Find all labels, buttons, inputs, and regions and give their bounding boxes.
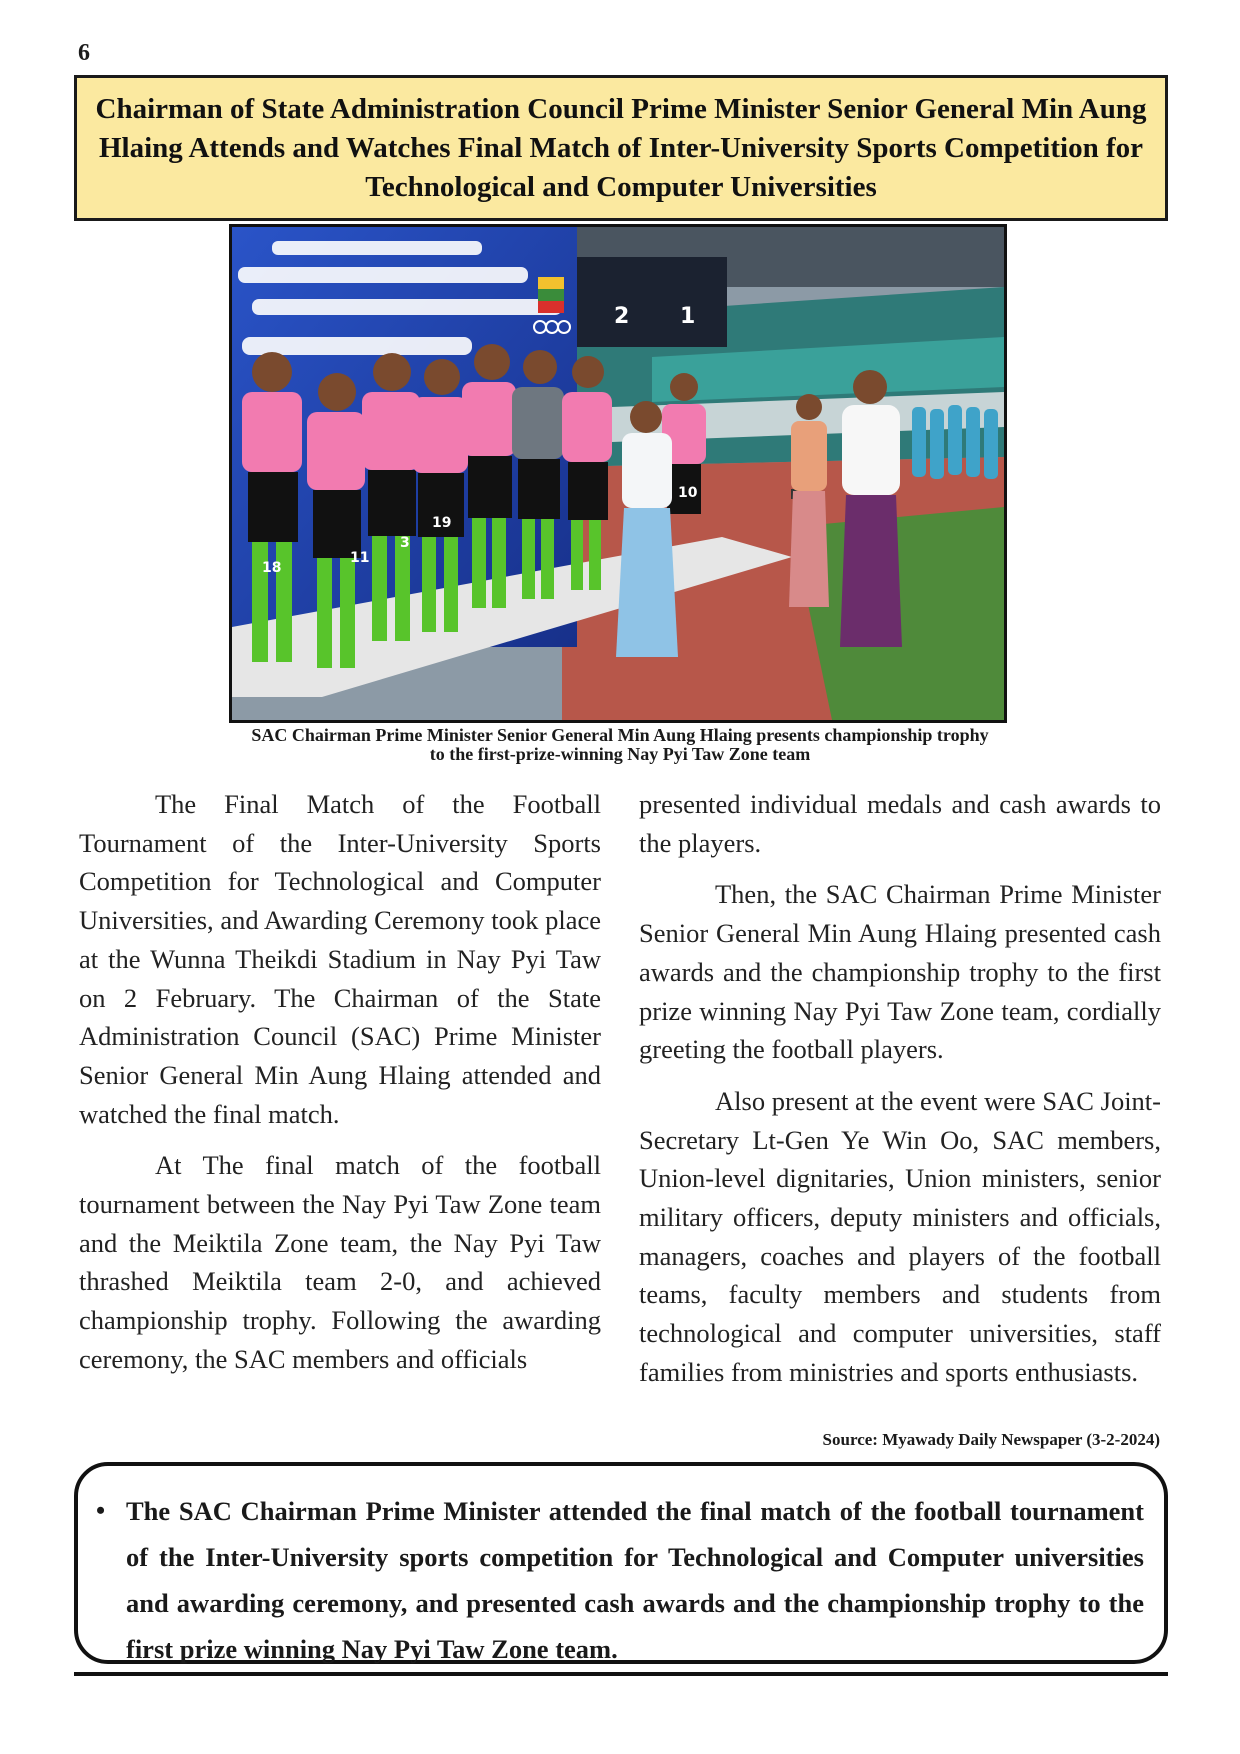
bottom-divider	[74, 1672, 1168, 1676]
article-paragraph-continued: presented individual medals and cash awards to the players.	[639, 789, 1161, 858]
article-paragraph: Then, the SAC Chairman Prime Minister Senior General Min Aung Hlaing presented cash awards and the championship trophy to the first prize winning Nay Pyi Taw Zone team, cordially greeting the football players.	[639, 879, 1161, 1065]
article-paragraph: Also present at the event were SAC Joint-Secretary Lt-Gen Ye Win Oo, SAC members, Union-level dignitaries, Union ministers, senior military officers, deputy ministers and officials, managers, coaches and players of the football teams, faculty members and students from technological and computer universities, staff families from ministries and sports enthusiasts.	[639, 1085, 1161, 1387]
bullet-icon: •	[96, 1496, 106, 1525]
caption-line: to the first-prize-winning Nay Pyi Taw Zone team	[429, 744, 811, 764]
article-column-left	[79, 785, 601, 1392]
jersey-number: 11	[350, 550, 370, 566]
summary-text: The SAC Chairman Prime Minister attended the final match of the football tournament of the Inter-University sports competition for Technological and Computer universities and awarding ceremony, and presented cash awards and the championship trophy to the first prize winning Nay Pyi Taw Zone team.	[126, 1496, 1144, 1664]
headline-box	[74, 75, 1168, 221]
scoreboard-left-score: 2	[614, 304, 630, 329]
jersey-number: 18	[262, 560, 282, 576]
summary-box	[74, 1462, 1168, 1664]
source-credit: Source: Myawady Daily Newspaper (3-2-2024)	[822, 1430, 1160, 1449]
summary-item	[96, 1488, 1144, 1672]
page-number: 6	[78, 40, 90, 66]
caption-line: SAC Chairman Prime Minister Senior General Min Aung Hlaing presents championship trophy	[251, 725, 989, 745]
jersey-number: 19	[432, 515, 452, 531]
jersey-number: 3	[400, 535, 410, 551]
photo-caption	[140, 726, 1100, 764]
article-paragraph: At The final match of the football tournament between the Nay Pyi Taw Zone team and the Meiktila Zone team, the Nay Pyi Taw thrashed Meiktila team 2-0, and achieved championship trophy. Following the awarding ceremony, the SAC members and officials	[79, 1150, 601, 1374]
headline: Chairman of State Administration Council Prime Minister Senior General Min Aung Hlaing Attends and Watches Final Match of Inter-University Sports Competition for Technological and Computer Universities	[95, 92, 1147, 203]
jersey-number: 10	[678, 485, 698, 501]
scoreboard-right-score: 1	[680, 304, 696, 329]
article-column-right-content	[639, 785, 1161, 1405]
article-paragraph: The Final Match of the Football Tournament of the Inter-University Sports Competition for Technological and Computer Universities, and Awarding Ceremony took place at the Wunna Theikdi Stadium in Nay Pyi Taw on 2 February. The Chairman of the State Administration Council (SAC) Prime Minister Senior General Min Aung Hlaing attended and watched the final match.	[79, 789, 601, 1129]
event-photo	[229, 224, 1007, 723]
